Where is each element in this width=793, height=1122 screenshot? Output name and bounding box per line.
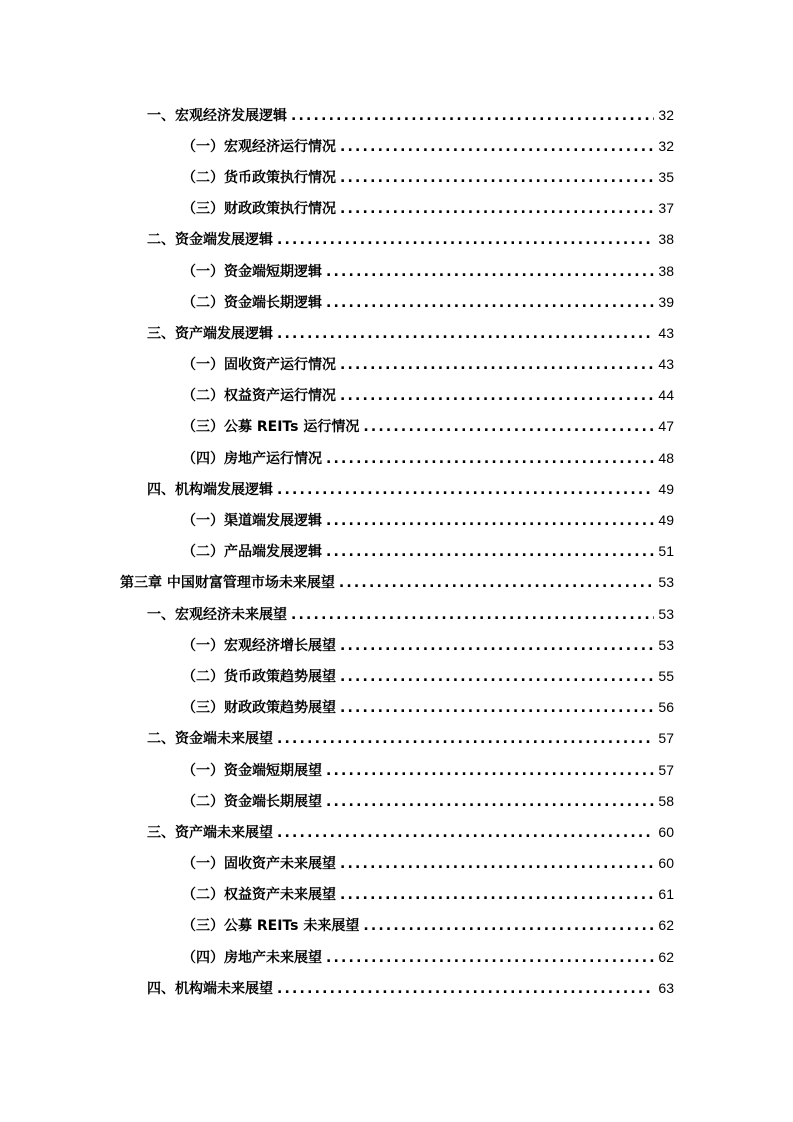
toc-section-entry[interactable] <box>0 598 793 629</box>
toc-entry-title: （一）固收资产未来展望 <box>182 856 336 873</box>
toc-entry-title: （二）货币政策趋势展望 <box>182 668 336 685</box>
toc-section-entry[interactable] <box>0 473 793 504</box>
toc-entry-title: （二）资金端长期展望 <box>182 793 322 810</box>
toc-page-number: 53 <box>658 574 674 591</box>
toc-dot-leader <box>363 419 654 435</box>
toc-entry-title: 三、资产端未来展望 <box>147 824 273 841</box>
toc-entry-title: （三）财政政策执行情况 <box>182 201 336 218</box>
toc-dot-leader <box>340 638 654 654</box>
toc-dot-leader <box>326 794 654 810</box>
toc-page-number: 58 <box>658 792 674 809</box>
toc-subsection-entry[interactable] <box>0 442 793 473</box>
toc-subsection-entry[interactable] <box>0 879 793 910</box>
toc-subsection-entry[interactable] <box>0 754 793 785</box>
toc-page-number: 43 <box>658 356 674 373</box>
toc-dot-leader <box>277 731 654 747</box>
toc-subsection-entry[interactable] <box>0 848 793 879</box>
toc-dot-leader <box>277 981 654 997</box>
toc-dot-leader <box>340 669 654 685</box>
toc-subsection-entry[interactable] <box>0 910 793 941</box>
toc-dot-leader <box>326 763 654 779</box>
toc-entry-title: 四、机构端发展逻辑 <box>147 481 273 498</box>
toc-page-number: 47 <box>658 418 674 435</box>
toc-entry-title: 三、资产端发展逻辑 <box>147 325 273 342</box>
toc-entry-title: 一、宏观经济发展逻辑 <box>147 107 287 124</box>
table-of-contents <box>0 99 793 1003</box>
toc-dot-leader <box>340 887 654 903</box>
toc-subsection-entry[interactable] <box>0 193 793 224</box>
toc-entry-title: （一）固收资产运行情况 <box>182 357 336 374</box>
toc-dot-leader <box>291 607 654 623</box>
toc-page-number: 62 <box>658 948 674 965</box>
toc-page-number: 57 <box>658 761 674 778</box>
toc-dot-leader <box>277 326 654 342</box>
toc-dot-leader <box>277 482 654 498</box>
toc-entry-title: （一）渠道端发展逻辑 <box>182 513 322 530</box>
toc-page-number: 37 <box>658 200 674 217</box>
toc-entry-title: （三）财政政策趋势展望 <box>182 700 336 717</box>
toc-subsection-entry[interactable] <box>0 629 793 660</box>
toc-entry-title: （一）宏观经济增长展望 <box>182 637 336 654</box>
toc-dot-leader <box>277 232 654 248</box>
toc-page-number: 53 <box>658 605 674 622</box>
toc-entry-title: （四）房地产未来展望 <box>182 949 322 966</box>
toc-subsection-entry[interactable] <box>0 411 793 442</box>
toc-dot-leader <box>340 856 654 872</box>
toc-page-number: 39 <box>658 293 674 310</box>
toc-page-number: 56 <box>658 699 674 716</box>
toc-page-number: 55 <box>658 667 674 684</box>
toc-entry-title: （二）权益资产运行情况 <box>182 388 336 405</box>
toc-dot-leader <box>340 700 654 716</box>
toc-subsection-entry[interactable] <box>0 785 793 816</box>
toc-page-number: 48 <box>658 449 674 466</box>
toc-entry-title: 二、资金端未来展望 <box>147 731 273 748</box>
toc-subsection-entry[interactable] <box>0 255 793 286</box>
toc-page-number: 43 <box>658 324 674 341</box>
toc-page-number: 38 <box>658 231 674 248</box>
toc-dot-leader <box>326 544 654 560</box>
toc-page-number: 53 <box>658 636 674 653</box>
toc-section-entry[interactable] <box>0 816 793 847</box>
toc-page-number: 63 <box>658 979 674 996</box>
toc-dot-leader <box>326 451 654 467</box>
toc-subsection-entry[interactable] <box>0 660 793 691</box>
toc-entry-title: 一、宏观经济未来展望 <box>147 606 287 623</box>
toc-page-number: 61 <box>658 886 674 903</box>
toc-entry-title: 四、机构端未来展望 <box>147 980 273 997</box>
toc-entry-title: （一）宏观经济运行情况 <box>182 138 336 155</box>
toc-entry-title: （三）公募 REITs 未来展望 <box>182 918 360 935</box>
toc-dot-leader <box>363 918 654 934</box>
toc-page-number: 49 <box>658 512 674 529</box>
toc-dot-leader <box>340 170 654 186</box>
toc-entry-title: 第三章 中国财富管理市场未来展望 <box>120 575 335 592</box>
toc-entry-title: （一）资金端短期逻辑 <box>182 263 322 280</box>
toc-page-number: 60 <box>658 855 674 872</box>
toc-entry-title: （二）权益资产未来展望 <box>182 887 336 904</box>
toc-subsection-entry[interactable] <box>0 349 793 380</box>
toc-dot-leader <box>340 139 654 155</box>
toc-page-number: 44 <box>658 387 674 404</box>
toc-subsection-entry[interactable] <box>0 161 793 192</box>
toc-subsection-entry[interactable] <box>0 536 793 567</box>
toc-page-number: 57 <box>658 730 674 747</box>
toc-page-number: 49 <box>658 480 674 497</box>
toc-page-number: 51 <box>658 543 674 560</box>
toc-section-entry[interactable] <box>0 723 793 754</box>
toc-dot-leader <box>291 108 654 124</box>
toc-dot-leader <box>277 825 654 841</box>
toc-page-number: 62 <box>658 917 674 934</box>
toc-section-entry[interactable] <box>0 224 793 255</box>
toc-dot-leader <box>326 295 654 311</box>
toc-dot-leader <box>339 575 655 591</box>
toc-entry-title: （二）资金端长期逻辑 <box>182 294 322 311</box>
toc-dot-leader <box>340 357 654 373</box>
toc-section-entry[interactable] <box>0 972 793 1003</box>
toc-page-number: 38 <box>658 262 674 279</box>
toc-dot-leader <box>326 264 654 280</box>
toc-dot-leader <box>340 388 654 404</box>
toc-entry-title: （二）产品端发展逻辑 <box>182 544 322 561</box>
toc-page-number: 32 <box>658 106 674 123</box>
toc-subsection-entry[interactable] <box>0 504 793 535</box>
toc-subsection-entry[interactable] <box>0 130 793 161</box>
toc-dot-leader <box>340 201 654 217</box>
toc-page-number: 60 <box>658 823 674 840</box>
toc-subsection-entry[interactable] <box>0 941 793 972</box>
toc-dot-leader <box>326 513 654 529</box>
toc-entry-title: （二）货币政策执行情况 <box>182 169 336 186</box>
toc-entry-title: （三）公募 REITs 运行情况 <box>182 419 360 436</box>
toc-section-entry[interactable] <box>0 99 793 130</box>
toc-chapter-entry[interactable] <box>0 567 793 598</box>
toc-entry-title: 二、资金端发展逻辑 <box>147 232 273 249</box>
toc-section-entry[interactable] <box>0 317 793 348</box>
toc-page-number: 35 <box>658 168 674 185</box>
toc-subsection-entry[interactable] <box>0 286 793 317</box>
toc-subsection-entry[interactable] <box>0 692 793 723</box>
toc-entry-title: （四）房地产运行情况 <box>182 450 322 467</box>
toc-dot-leader <box>326 950 654 966</box>
toc-subsection-entry[interactable] <box>0 380 793 411</box>
toc-page-number: 32 <box>658 137 674 154</box>
toc-entry-title: （一）资金端短期展望 <box>182 762 322 779</box>
